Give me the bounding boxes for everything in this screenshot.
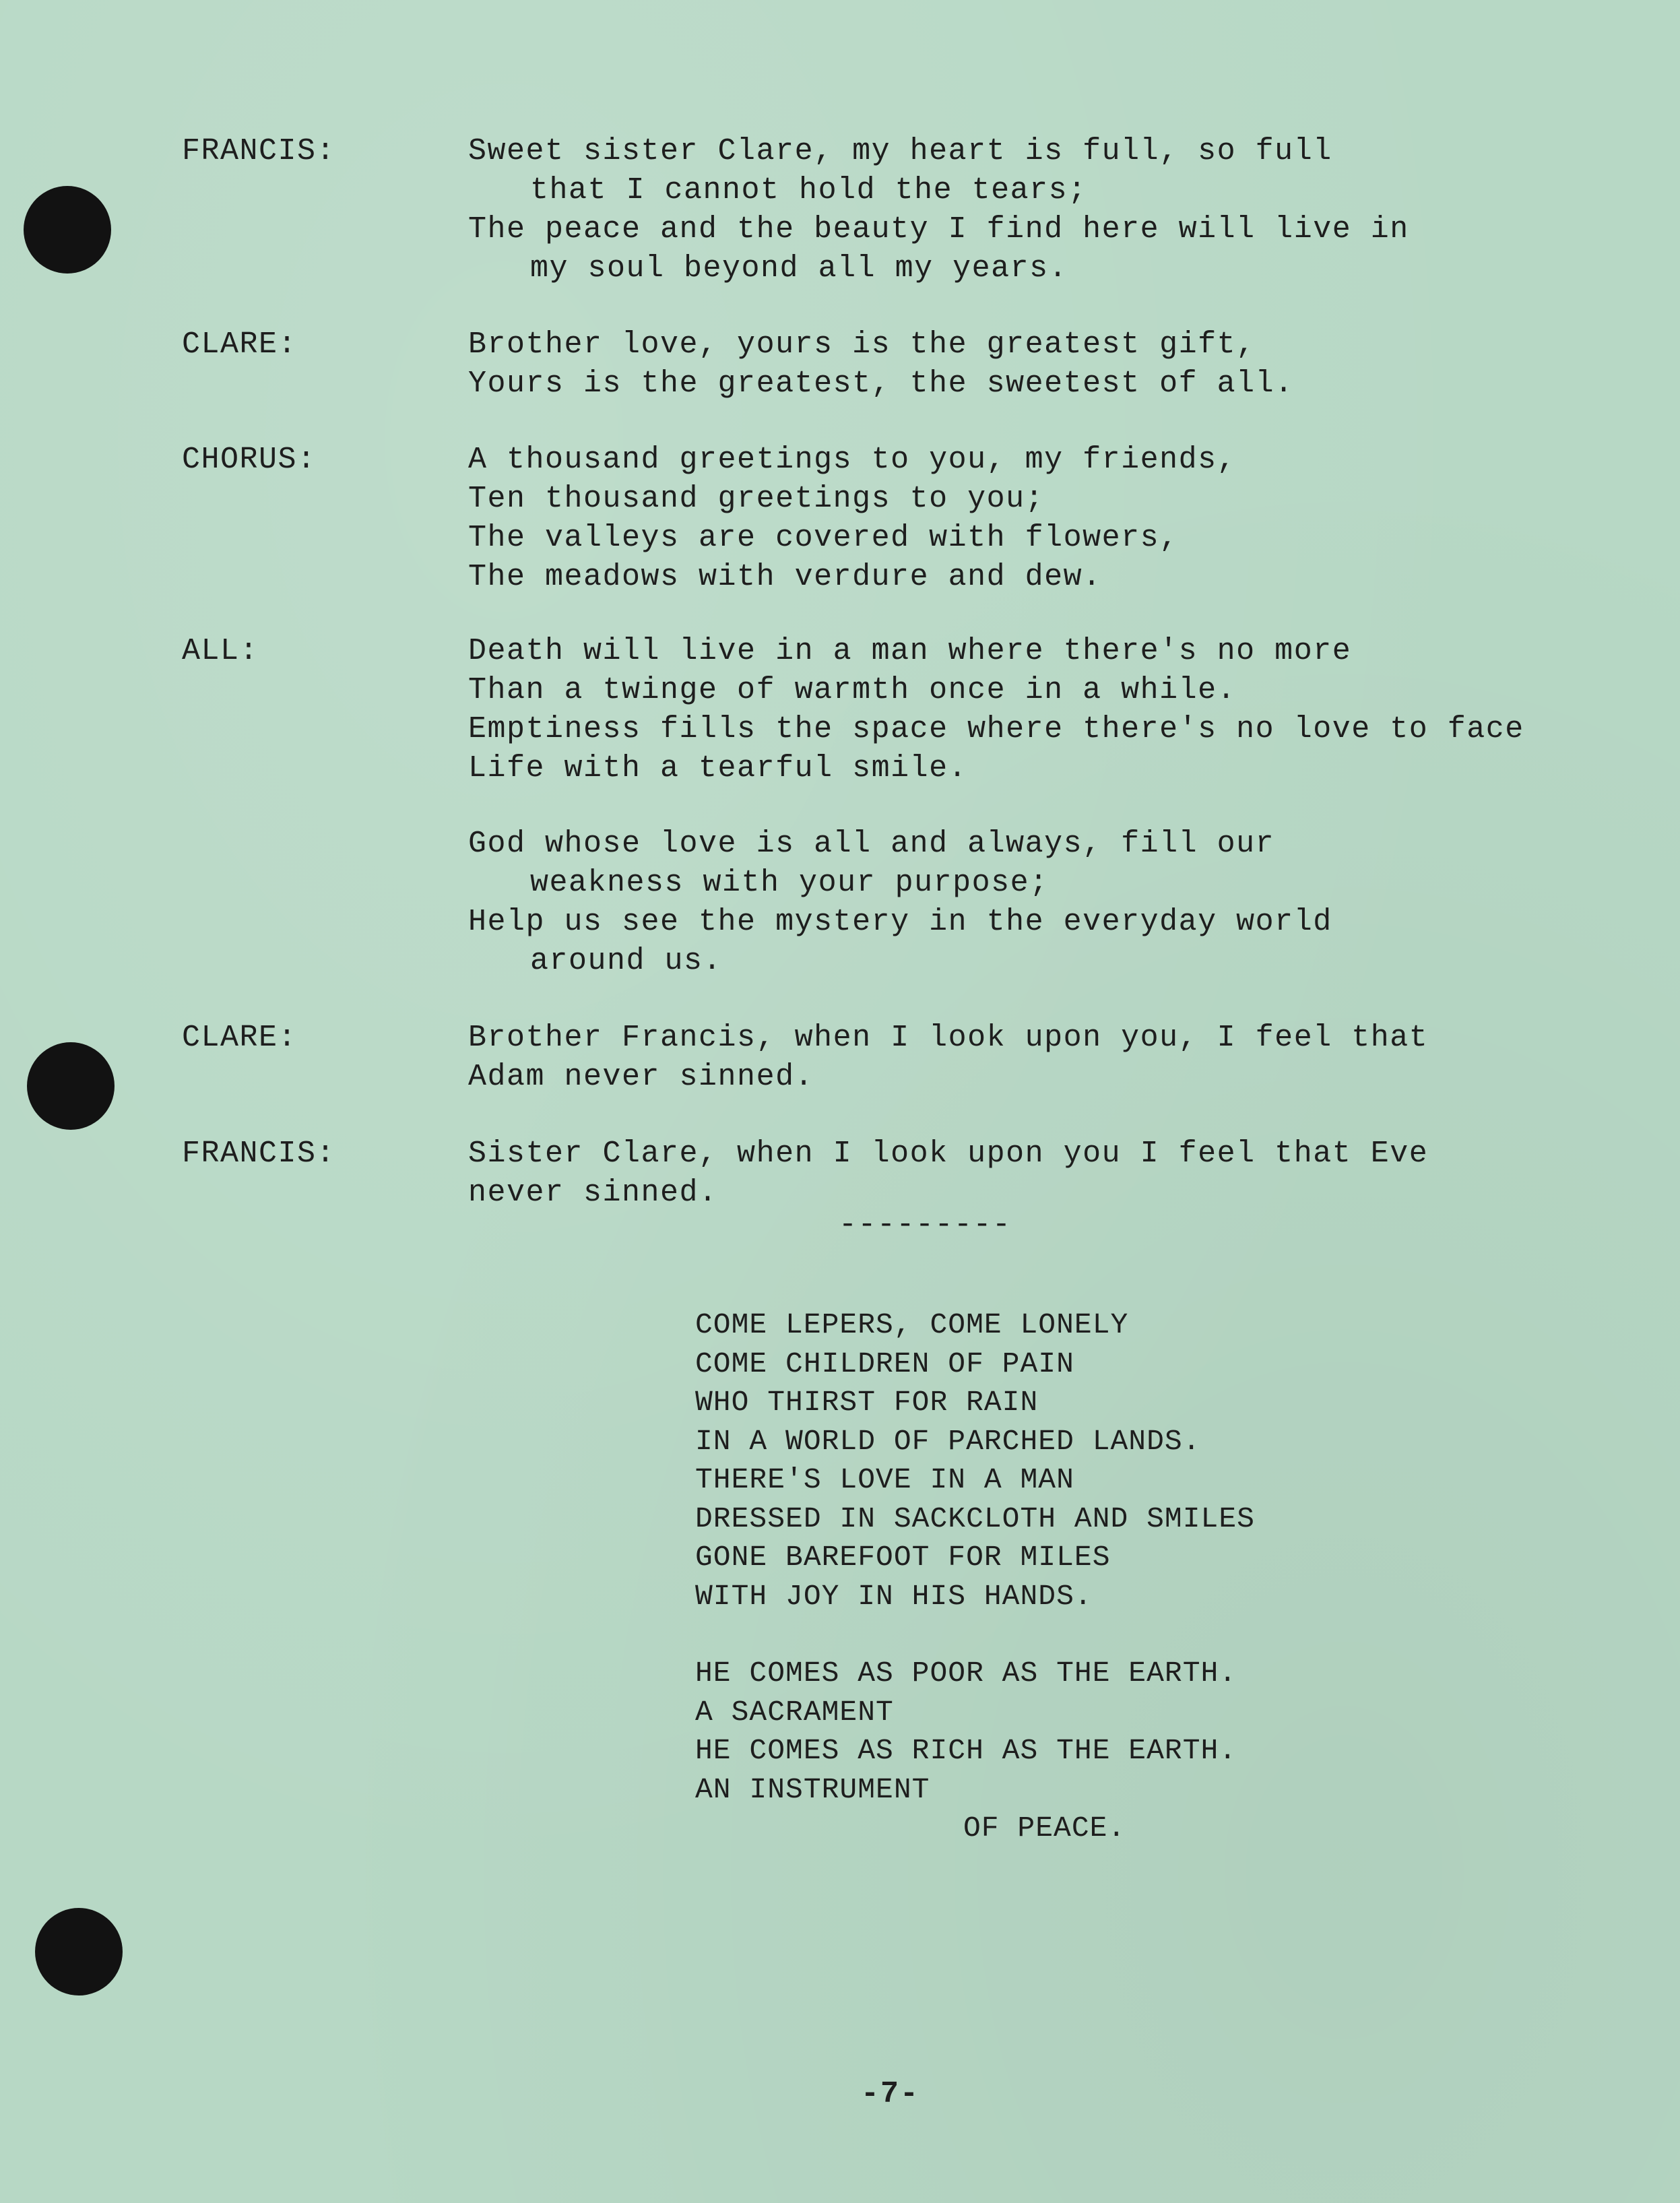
speech-all [182,632,1650,788]
page-number: -7- [861,2077,920,2111]
speech-clare-2 [182,1019,1650,1097]
speech-line: Than a twinge of warmth once in a while. [468,673,1237,707]
speech-line: never sinned. [468,1176,718,1210]
speaker-label: CLARE: [182,1021,298,1055]
speaker-label: FRANCIS: [182,1137,336,1171]
speech-line: Sister Clare, when I look upon you I feel that Eve [468,1137,1429,1171]
poem-line: HE COMES AS RICH AS THE EARTH. [695,1734,1237,1767]
speaker-label [182,825,468,981]
speech-line: God whose love is all and always, fill our [468,827,1275,861]
speech-line: A thousand greetings to you, my friends, [468,443,1237,477]
speech-line: The valleys are covered with flowers, [468,521,1179,555]
speech-lines [468,825,1650,981]
speaker-label: FRANCIS: [182,134,336,168]
speech-lines [468,325,1650,404]
speech-line: that I cannot hold the tears; [530,173,1087,207]
speech-all-continued [182,825,1650,981]
speech-lines [468,441,1650,597]
speech-line: Death will live in a man where there's no more [468,634,1352,668]
speech-line: Adam never sinned. [468,1060,814,1094]
speech-francis-1 [182,132,1650,288]
speaker-label: ALL: [182,634,259,668]
binder-hole-middle [27,1042,115,1130]
speech-lines [468,632,1650,788]
poem-line: THERE'S LOVE IN A MAN [695,1463,1074,1496]
speech-clare-1 [182,325,1650,404]
poem-line: COME LEPERS, COME LONELY [695,1308,1129,1341]
poem-line: HE COMES AS POOR AS THE EARTH. [695,1657,1237,1690]
speech-line: my soul beyond all my years. [530,251,1068,286]
speech-line: The peace and the beauty I find here will live in [468,212,1409,247]
speech-lines [468,1019,1650,1097]
poem-line: WITH JOY IN HIS HANDS. [695,1579,1093,1613]
binder-hole-bottom [35,1908,123,1996]
speech-francis-2 [182,1135,1650,1213]
poem-lyrics [695,1306,1255,1848]
speech-line: Brother love, yours is the greatest gift, [468,327,1256,362]
poem-line: GONE BAREFOOT FOR MILES [695,1541,1111,1574]
speech-line: weakness with your purpose; [530,866,1049,900]
poem-line: OF PEACE. [963,1812,1126,1845]
poem-line: AN INSTRUMENT [695,1773,930,1806]
speaker-label: CLARE: [182,327,298,362]
poem-line: DRESSED IN SACKCLOTH AND SMILES [695,1502,1255,1535]
speech-line: Yours is the greatest, the sweetest of all. [468,366,1294,401]
speech-line: Life with a tearful smile. [468,751,968,786]
speech-line: around us. [530,944,723,978]
speech-line: Ten thousand greetings to you; [468,482,1045,516]
section-separator: --------- [839,1208,1012,1242]
poem-line: WHO THIRST FOR RAIN [695,1386,1039,1419]
speech-lines [468,132,1650,288]
speech-line: Help us see the mystery in the everyday world [468,905,1332,939]
speech-line: Brother Francis, when I look upon you, I feel that [468,1021,1429,1055]
binder-hole-top [24,186,111,274]
speech-line: Sweet sister Clare, my heart is full, so full [468,134,1332,168]
poem-line: A SACRAMENT [695,1695,894,1729]
speech-lines [468,1135,1650,1213]
speaker-label: CHORUS: [182,443,317,477]
speech-line: Emptiness fills the space where there's no love to face [468,712,1524,746]
poem-line: COME CHILDREN OF PAIN [695,1347,1074,1380]
speech-line: The meadows with verdure and dew. [468,560,1102,594]
poem-line: IN A WORLD OF PARCHED LANDS. [695,1424,1201,1458]
speech-chorus [182,441,1650,597]
